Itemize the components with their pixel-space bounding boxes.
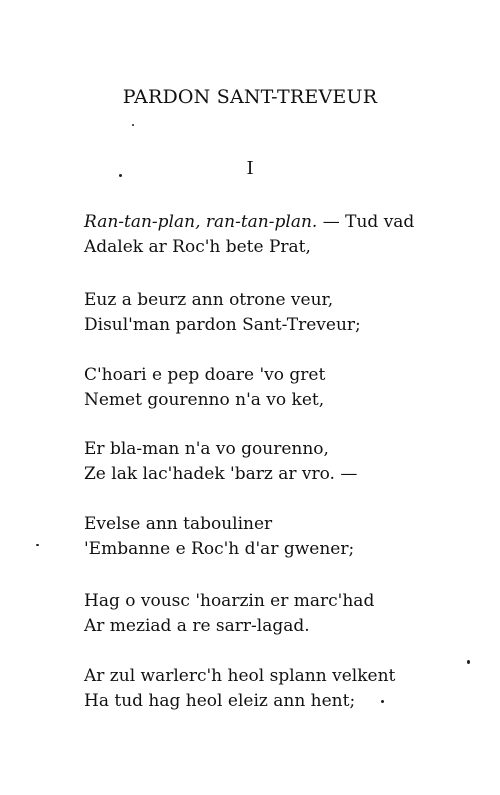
verse-line: Hag o vousc 'hoarzin er marc'had bbox=[84, 591, 375, 611]
verse-line: Nemet gourenno n'a vo ket, bbox=[84, 390, 325, 410]
verse-line: Euz a beurz ann otrone veur, bbox=[84, 290, 334, 310]
stanza-3 bbox=[84, 363, 454, 413]
scan-speck bbox=[467, 660, 470, 664]
verse-line: Ar meziad a re sarr-lagad. bbox=[84, 616, 310, 636]
verse-line bbox=[84, 210, 454, 235]
verse-line: Ze lak lac'hadek 'barz ar vro. — bbox=[84, 464, 358, 484]
verse-line: Ar zul warlerc'h heol splann velkent bbox=[84, 666, 396, 686]
verse-line: Evelse ann tabouliner bbox=[84, 514, 273, 534]
scan-speck bbox=[36, 544, 39, 546]
scan-speck bbox=[132, 124, 134, 126]
stanza-2 bbox=[84, 288, 454, 338]
poem-title: PARDON SANT-TREVEUR bbox=[122, 86, 378, 108]
stanza-6 bbox=[84, 589, 454, 639]
stanza-1 bbox=[84, 210, 454, 260]
verse-line: C'hoari e pep doare 'vo gret bbox=[84, 365, 326, 385]
stanza-5 bbox=[84, 512, 454, 562]
verse-line: Ha tud hag heol eleiz ann hent; bbox=[84, 691, 356, 711]
scan-speck bbox=[119, 174, 122, 177]
stanza-4 bbox=[84, 437, 454, 487]
scan-speck bbox=[381, 700, 384, 703]
refrain-italic: Ran-tan-plan, ran-tan-plan. bbox=[84, 212, 318, 232]
verse-line: Adalek ar Roc'h bete Prat, bbox=[84, 237, 311, 257]
verse-line: Disul'man pardon Sant-Treveur; bbox=[84, 315, 361, 335]
stanza-7 bbox=[84, 664, 454, 714]
verse-line: 'Embanne e Roc'h d'ar gwener; bbox=[84, 539, 355, 559]
verse-line: Er bla-man n'a vo gourenno, bbox=[84, 439, 329, 459]
verse-line-rest: — Tud vad bbox=[317, 212, 415, 232]
section-numeral: I bbox=[246, 158, 254, 179]
